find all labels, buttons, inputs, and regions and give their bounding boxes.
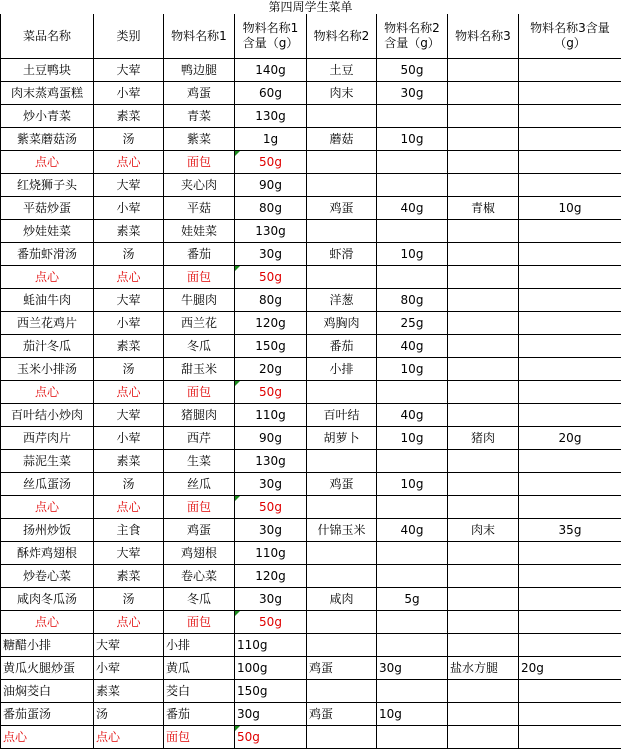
- material-3-amount-cell: [519, 611, 621, 634]
- material-2-cell: [307, 726, 377, 749]
- dish-row: [1, 565, 621, 588]
- menu-title: 第四周学生菜单: [0, 0, 621, 14]
- material-1-cell: 面包: [164, 381, 235, 404]
- material-1-cell: 西兰花: [164, 312, 235, 335]
- material-2-amount-cell: 10g: [377, 703, 448, 726]
- material-3-cell: [448, 243, 519, 266]
- material-2-amount-cell: [377, 726, 448, 749]
- dish-row: [1, 473, 621, 496]
- material-2-amount-cell: 25g: [377, 312, 448, 335]
- category-cell: 大荤: [94, 634, 164, 657]
- dish-name-cell: 点心: [1, 611, 94, 634]
- material-3-cell: [448, 312, 519, 335]
- material-3-cell: [448, 174, 519, 197]
- dish-row: [1, 197, 621, 220]
- category-cell: 汤: [94, 588, 164, 611]
- dish-name-cell: 茄汁冬瓜: [1, 335, 94, 358]
- material-2-cell: 鸡蛋: [307, 657, 377, 680]
- dish-name-cell: 点心: [1, 151, 94, 174]
- dish-name-cell: 咸肉冬瓜汤: [1, 588, 94, 611]
- category-cell: 点心: [94, 381, 164, 404]
- material-2-cell: 番茄: [307, 335, 377, 358]
- material-3-amount-cell: [519, 473, 621, 496]
- material-1-amount-cell: 130g: [235, 450, 307, 473]
- material-1-amount-cell: 30g: [235, 588, 307, 611]
- material-1-amount-cell: 90g: [235, 174, 307, 197]
- material-2-amount-cell: [377, 634, 448, 657]
- material-2-cell: 鸡蛋: [307, 703, 377, 726]
- dish-row: [1, 703, 621, 726]
- material-1-cell: 卷心菜: [164, 565, 235, 588]
- category-cell: 汤: [94, 128, 164, 151]
- material-3-cell: 猪肉: [448, 427, 519, 450]
- category-cell: 点心: [94, 266, 164, 289]
- material-2-cell: 小排: [307, 358, 377, 381]
- material-3-cell: 盐水方腿: [448, 657, 519, 680]
- category-cell: 素菜: [94, 335, 164, 358]
- material-1-cell: 鸡蛋: [164, 82, 235, 105]
- dish-name-cell: 点心: [1, 496, 94, 519]
- header-material-3: 物料名称3: [448, 14, 519, 59]
- dish-row: [1, 427, 621, 450]
- dish-name-cell: 肉末蒸鸡蛋糕: [1, 82, 94, 105]
- material-1-amount-cell: 50g: [235, 381, 307, 404]
- snack-row: [1, 381, 621, 404]
- material-3-cell: [448, 105, 519, 128]
- material-1-amount-cell: 80g: [235, 197, 307, 220]
- material-1-amount-cell: 150g: [235, 680, 307, 703]
- material-2-amount-cell: 5g: [377, 588, 448, 611]
- material-1-cell: 黄瓜: [164, 657, 235, 680]
- category-cell: 素菜: [94, 105, 164, 128]
- material-2-cell: [307, 105, 377, 128]
- material-1-cell: 娃娃菜: [164, 220, 235, 243]
- material-2-cell: [307, 634, 377, 657]
- category-cell: 点心: [94, 151, 164, 174]
- category-cell: 大荤: [94, 289, 164, 312]
- dish-name-cell: 糖醋小排: [1, 634, 94, 657]
- material-3-amount-cell: [519, 450, 621, 473]
- material-3-cell: [448, 220, 519, 243]
- dish-name-cell: 紫菜蘑菇汤: [1, 128, 94, 151]
- material-1-amount-cell: 130g: [235, 105, 307, 128]
- dish-row: [1, 59, 621, 82]
- dish-row: [1, 450, 621, 473]
- dish-row: [1, 82, 621, 105]
- material-2-amount-cell: [377, 450, 448, 473]
- material-3-amount-cell: [519, 220, 621, 243]
- material-1-cell: 青菜: [164, 105, 235, 128]
- dish-name-cell: 酥炸鸡翅根: [1, 542, 94, 565]
- dish-name-cell: 丝瓜蛋汤: [1, 473, 94, 496]
- material-2-cell: [307, 220, 377, 243]
- material-1-amount-cell: 30g: [235, 473, 307, 496]
- material-3-amount-cell: [519, 381, 621, 404]
- material-2-amount-cell: 40g: [377, 404, 448, 427]
- material-1-amount-cell: 50g: [235, 496, 307, 519]
- material-2-amount-cell: 80g: [377, 289, 448, 312]
- header-dish-name: 菜品名称: [1, 14, 94, 59]
- material-2-cell: 肉末: [307, 82, 377, 105]
- material-2-amount-cell: 50g: [377, 59, 448, 82]
- material-3-cell: 青椒: [448, 197, 519, 220]
- snack-row: [1, 151, 621, 174]
- material-1-cell: 平菇: [164, 197, 235, 220]
- dish-name-cell: 点心: [1, 266, 94, 289]
- material-2-amount-cell: 30g: [377, 657, 448, 680]
- material-1-amount-cell: 140g: [235, 59, 307, 82]
- material-3-amount-cell: [519, 565, 621, 588]
- material-3-amount-cell: [519, 174, 621, 197]
- material-1-amount-cell: 90g: [235, 427, 307, 450]
- material-2-cell: [307, 611, 377, 634]
- category-cell: 主食: [94, 519, 164, 542]
- material-1-cell: 面包: [164, 496, 235, 519]
- category-cell: 素菜: [94, 565, 164, 588]
- material-3-amount-cell: [519, 128, 621, 151]
- material-1-amount-cell: 60g: [235, 82, 307, 105]
- header-material-1: 物料名称1: [164, 14, 235, 59]
- material-1-amount-cell: 110g: [235, 542, 307, 565]
- material-2-cell: 鸡蛋: [307, 473, 377, 496]
- material-3-cell: [448, 335, 519, 358]
- material-2-cell: [307, 151, 377, 174]
- material-3-amount-cell: [519, 358, 621, 381]
- material-1-cell: 夹心肉: [164, 174, 235, 197]
- material-2-cell: 洋葱: [307, 289, 377, 312]
- material-3-cell: [448, 496, 519, 519]
- material-3-amount-cell: [519, 404, 621, 427]
- category-cell: 大荤: [94, 404, 164, 427]
- category-cell: 小荤: [94, 312, 164, 335]
- dish-row: [1, 404, 621, 427]
- dish-name-cell: 蚝油牛肉: [1, 289, 94, 312]
- material-1-cell: 面包: [164, 151, 235, 174]
- material-2-amount-cell: [377, 565, 448, 588]
- material-2-amount-cell: 10g: [377, 358, 448, 381]
- material-1-amount-cell: 150g: [235, 335, 307, 358]
- category-cell: 大荤: [94, 542, 164, 565]
- material-3-amount-cell: [519, 588, 621, 611]
- category-cell: 素菜: [94, 220, 164, 243]
- dish-name-cell: 西芹肉片: [1, 427, 94, 450]
- material-3-amount-cell: 10g: [519, 197, 621, 220]
- category-cell: 点心: [94, 496, 164, 519]
- material-3-cell: [448, 59, 519, 82]
- material-2-cell: 虾滑: [307, 243, 377, 266]
- material-2-amount-cell: [377, 220, 448, 243]
- material-1-cell: 甜玉米: [164, 358, 235, 381]
- category-cell: 汤: [94, 473, 164, 496]
- material-2-amount-cell: 40g: [377, 335, 448, 358]
- material-1-cell: 冬瓜: [164, 588, 235, 611]
- material-2-amount-cell: 40g: [377, 197, 448, 220]
- category-cell: 素菜: [94, 680, 164, 703]
- material-2-cell: 百叶结: [307, 404, 377, 427]
- header-material-2: 物料名称2: [307, 14, 377, 59]
- header-material-3-amount: 物料名称3含量（g）: [519, 14, 621, 59]
- snack-row: [1, 726, 621, 749]
- material-1-cell: 紫菜: [164, 128, 235, 151]
- dish-name-cell: 番茄虾滑汤: [1, 243, 94, 266]
- material-1-amount-cell: 20g: [235, 358, 307, 381]
- dish-row: [1, 634, 621, 657]
- material-2-cell: [307, 266, 377, 289]
- material-3-amount-cell: [519, 151, 621, 174]
- dish-name-cell: 平菇炒蛋: [1, 197, 94, 220]
- material-2-cell: [307, 450, 377, 473]
- material-3-amount-cell: [519, 289, 621, 312]
- material-2-cell: 鸡蛋: [307, 197, 377, 220]
- dish-name-cell: 炒小青菜: [1, 105, 94, 128]
- material-2-amount-cell: 30g: [377, 82, 448, 105]
- material-1-cell: 番茄: [164, 703, 235, 726]
- material-1-cell: 猪腿肉: [164, 404, 235, 427]
- material-1-amount-cell: 130g: [235, 220, 307, 243]
- material-2-amount-cell: 10g: [377, 128, 448, 151]
- category-cell: 汤: [94, 703, 164, 726]
- category-cell: 小荤: [94, 82, 164, 105]
- material-2-cell: [307, 542, 377, 565]
- material-2-cell: [307, 680, 377, 703]
- dish-name-cell: 炒卷心菜: [1, 565, 94, 588]
- material-3-cell: [448, 404, 519, 427]
- material-1-amount-cell: 1g: [235, 128, 307, 151]
- material-3-amount-cell: 35g: [519, 519, 621, 542]
- snack-row: [1, 611, 621, 634]
- material-3-cell: [448, 680, 519, 703]
- dish-name-cell: 蒜泥生菜: [1, 450, 94, 473]
- material-2-cell: [307, 565, 377, 588]
- header-row: [1, 14, 621, 59]
- material-3-amount-cell: [519, 243, 621, 266]
- material-3-amount-cell: 20g: [519, 427, 621, 450]
- material-3-amount-cell: [519, 680, 621, 703]
- dish-row: [1, 519, 621, 542]
- material-1-cell: 番茄: [164, 243, 235, 266]
- material-2-cell: [307, 174, 377, 197]
- material-3-amount-cell: [519, 335, 621, 358]
- material-2-amount-cell: [377, 266, 448, 289]
- material-1-amount-cell: 50g: [235, 726, 307, 749]
- material-3-amount-cell: [519, 496, 621, 519]
- dish-row: [1, 243, 621, 266]
- material-3-amount-cell: 20g: [519, 657, 621, 680]
- material-1-amount-cell: 120g: [235, 565, 307, 588]
- material-2-amount-cell: [377, 151, 448, 174]
- material-2-amount-cell: [377, 680, 448, 703]
- material-3-cell: [448, 726, 519, 749]
- material-3-amount-cell: [519, 542, 621, 565]
- material-2-amount-cell: [377, 174, 448, 197]
- category-cell: 小荤: [94, 657, 164, 680]
- dish-row: [1, 588, 621, 611]
- material-2-cell: [307, 381, 377, 404]
- dish-row: [1, 542, 621, 565]
- material-1-amount-cell: 110g: [235, 404, 307, 427]
- category-cell: 大荤: [94, 174, 164, 197]
- material-2-amount-cell: [377, 381, 448, 404]
- material-2-amount-cell: [377, 542, 448, 565]
- material-1-cell: 面包: [164, 726, 235, 749]
- dish-row: [1, 335, 621, 358]
- material-1-cell: 西芹: [164, 427, 235, 450]
- material-1-amount-cell: 80g: [235, 289, 307, 312]
- snack-row: [1, 496, 621, 519]
- material-2-cell: 什锦玉米: [307, 519, 377, 542]
- material-2-cell: 土豆: [307, 59, 377, 82]
- dish-name-cell: 土豆鸭块: [1, 59, 94, 82]
- weekly-menu-table: [0, 14, 621, 749]
- material-1-cell: 冬瓜: [164, 335, 235, 358]
- category-cell: 汤: [94, 358, 164, 381]
- material-1-cell: 鸡蛋: [164, 519, 235, 542]
- dish-row: [1, 105, 621, 128]
- material-1-amount-cell: 30g: [235, 703, 307, 726]
- dish-row: [1, 289, 621, 312]
- material-1-cell: 生菜: [164, 450, 235, 473]
- dish-name-cell: 红烧狮子头: [1, 174, 94, 197]
- material-1-amount-cell: 50g: [235, 611, 307, 634]
- category-cell: 汤: [94, 243, 164, 266]
- material-1-cell: 面包: [164, 611, 235, 634]
- material-1-amount-cell: 100g: [235, 657, 307, 680]
- category-cell: 小荤: [94, 427, 164, 450]
- material-3-cell: [448, 381, 519, 404]
- material-1-amount-cell: 50g: [235, 151, 307, 174]
- material-3-cell: [448, 565, 519, 588]
- material-3-amount-cell: [519, 266, 621, 289]
- material-3-cell: [448, 289, 519, 312]
- material-1-amount-cell: 30g: [235, 243, 307, 266]
- material-3-cell: [448, 128, 519, 151]
- category-cell: 大荤: [94, 59, 164, 82]
- material-3-amount-cell: [519, 105, 621, 128]
- material-2-amount-cell: [377, 105, 448, 128]
- material-1-cell: 小排: [164, 634, 235, 657]
- material-1-cell: 面包: [164, 266, 235, 289]
- dish-name-cell: 百叶结小炒肉: [1, 404, 94, 427]
- material-2-amount-cell: 40g: [377, 519, 448, 542]
- dish-row: [1, 312, 621, 335]
- dish-row: [1, 174, 621, 197]
- dish-name-cell: 番茄蛋汤: [1, 703, 94, 726]
- material-3-cell: [448, 82, 519, 105]
- material-3-cell: [448, 151, 519, 174]
- material-3-cell: [448, 473, 519, 496]
- category-cell: 素菜: [94, 450, 164, 473]
- category-cell: 点心: [94, 726, 164, 749]
- material-1-amount-cell: 110g: [235, 634, 307, 657]
- material-1-amount-cell: 50g: [235, 266, 307, 289]
- dish-row: [1, 358, 621, 381]
- material-2-amount-cell: 10g: [377, 473, 448, 496]
- dish-name-cell: 黄瓜火腿炒蛋: [1, 657, 94, 680]
- material-1-cell: 丝瓜: [164, 473, 235, 496]
- material-3-cell: [448, 588, 519, 611]
- dish-name-cell: 西兰花鸡片: [1, 312, 94, 335]
- material-3-cell: [448, 703, 519, 726]
- dish-name-cell: 炒娃娃菜: [1, 220, 94, 243]
- material-1-cell: 茭白: [164, 680, 235, 703]
- material-2-cell: 鸡胸肉: [307, 312, 377, 335]
- material-3-amount-cell: [519, 703, 621, 726]
- material-1-cell: 鸡翅根: [164, 542, 235, 565]
- dish-name-cell: 玉米小排汤: [1, 358, 94, 381]
- category-cell: 点心: [94, 611, 164, 634]
- material-3-amount-cell: [519, 726, 621, 749]
- material-3-amount-cell: [519, 634, 621, 657]
- material-2-amount-cell: 10g: [377, 427, 448, 450]
- dish-row: [1, 220, 621, 243]
- material-3-cell: [448, 542, 519, 565]
- dish-name-cell: 油焖茭白: [1, 680, 94, 703]
- dish-name-cell: 扬州炒饭: [1, 519, 94, 542]
- material-3-cell: [448, 358, 519, 381]
- material-3-cell: [448, 634, 519, 657]
- material-3-cell: [448, 266, 519, 289]
- material-2-cell: 咸肉: [307, 588, 377, 611]
- material-1-amount-cell: 30g: [235, 519, 307, 542]
- header-material-1-amount: 物料名称1含量（g）: [235, 14, 307, 59]
- material-3-cell: [448, 611, 519, 634]
- material-2-amount-cell: [377, 496, 448, 519]
- material-3-amount-cell: [519, 82, 621, 105]
- material-3-amount-cell: [519, 59, 621, 82]
- material-2-amount-cell: [377, 611, 448, 634]
- dish-row: [1, 128, 621, 151]
- material-1-cell: 牛腿肉: [164, 289, 235, 312]
- material-1-amount-cell: 120g: [235, 312, 307, 335]
- material-2-cell: 蘑菇: [307, 128, 377, 151]
- material-3-amount-cell: [519, 312, 621, 335]
- material-1-cell: 鸭边腿: [164, 59, 235, 82]
- header-category: 类别: [94, 14, 164, 59]
- material-2-cell: 胡萝卜: [307, 427, 377, 450]
- dish-row: [1, 657, 621, 680]
- dish-name-cell: 点心: [1, 726, 94, 749]
- header-material-2-amount: 物料名称2含量（g）: [377, 14, 448, 59]
- material-3-cell: 肉末: [448, 519, 519, 542]
- material-2-cell: [307, 496, 377, 519]
- material-3-cell: [448, 450, 519, 473]
- material-2-amount-cell: 10g: [377, 243, 448, 266]
- dish-row: [1, 680, 621, 703]
- dish-name-cell: 点心: [1, 381, 94, 404]
- snack-row: [1, 266, 621, 289]
- category-cell: 小荤: [94, 197, 164, 220]
